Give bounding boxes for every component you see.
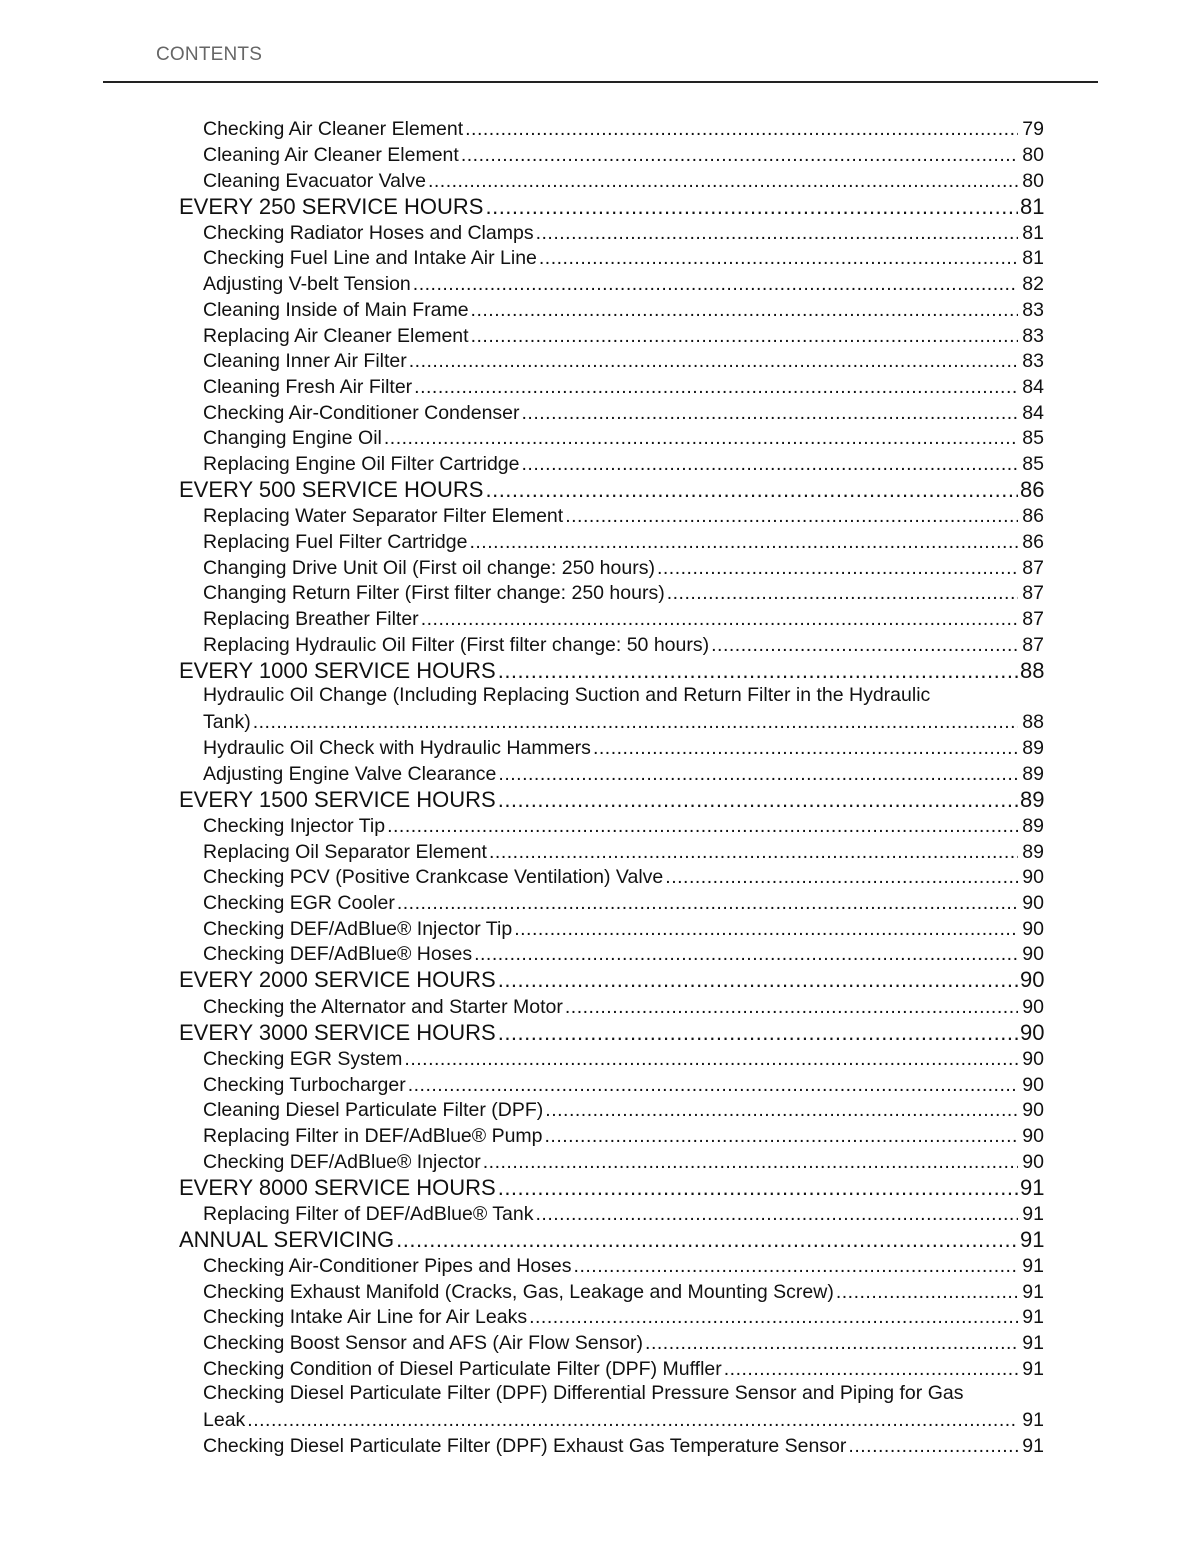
dot-leader [593, 739, 1018, 759]
dot-leader [485, 196, 1018, 218]
toc-subsection-entry[interactable] [0, 837, 1200, 863]
toc-entry-title: Replacing Breather Filter [203, 607, 419, 630]
toc-entry-page-number: 91 [1022, 1409, 1044, 1432]
toc-entry-title: Checking Exhaust Manifold (Cracks, Gas, Leakage and Mounting Screw) [203, 1280, 834, 1303]
toc-entry-title: Changing Engine Oil [203, 427, 382, 450]
toc-entry-page-number: 82 [1022, 273, 1044, 296]
toc-entry-page-number: 81 [1022, 221, 1044, 244]
dot-leader [396, 1229, 1018, 1251]
toc-entry-page-number: 87 [1022, 556, 1044, 579]
toc-subsection-entry[interactable] [0, 914, 1200, 940]
page-header-label: CONTENTS [156, 44, 263, 65]
toc-entry-title: EVERY 3000 SERVICE HOURS [179, 1019, 496, 1045]
toc-entry-page-number: 90 [1022, 995, 1044, 1018]
toc-subsection-entry[interactable] [0, 1251, 1200, 1277]
toc-entry-page-number: 90 [1022, 866, 1044, 889]
toc-entry-title: Replacing Hydraulic Oil Filter (First filter change: 50 hours) [203, 633, 710, 656]
toc-entry-page-number: 89 [1022, 737, 1044, 760]
toc-section-entry[interactable] [0, 1017, 1200, 1044]
toc-entry-page-number: 91 [1020, 1226, 1045, 1252]
dot-leader [536, 224, 1018, 244]
toc-entry-title: Checking Condition of Diesel Particulate Filter (DPF) Muffler [203, 1357, 722, 1380]
toc-entry-page-number: 90 [1022, 917, 1044, 940]
toc-section-entry[interactable] [0, 1172, 1200, 1199]
toc-entry-title: Cleaning Evacuator Valve [203, 169, 426, 192]
toc-subsection-entry[interactable] [0, 1302, 1200, 1328]
toc-subsection-entry[interactable] [0, 114, 1200, 140]
toc-entry-title: Replacing Filter of DEF/AdBlue® Tank [203, 1202, 534, 1225]
toc-entry-page-number: 87 [1022, 582, 1044, 605]
toc-entry-page-number: 88 [1022, 711, 1044, 734]
toc-entry-page-number: 90 [1022, 1099, 1044, 1122]
toc-entry-page-number: 80 [1022, 169, 1044, 192]
toc-subsection-entry[interactable] [0, 449, 1200, 475]
dot-leader [836, 1283, 1018, 1303]
toc-subsection-entry[interactable] [0, 295, 1200, 321]
toc-entry-page-number: 87 [1022, 633, 1044, 656]
toc-entry-page-number: 89 [1022, 840, 1044, 863]
toc-entry-title: Leak [203, 1409, 246, 1432]
toc-subsection-entry[interactable] [0, 140, 1200, 166]
toc-entry-page-number: 84 [1022, 375, 1044, 398]
toc-entry-title: Hydraulic Oil Check with Hydraulic Hammers [203, 737, 591, 760]
toc-subsection-entry[interactable] [0, 862, 1200, 888]
dot-leader [397, 894, 1018, 914]
toc-section-entry[interactable] [0, 191, 1200, 218]
toc-subsection-entry[interactable] [0, 372, 1200, 398]
toc-entry-title: Checking Air-Conditioner Condenser [203, 401, 520, 424]
toc-entry-title: Adjusting V-belt Tension [203, 273, 411, 296]
toc-entry-page-number: 86 [1022, 505, 1044, 528]
toc-subsection-entry[interactable] [0, 423, 1200, 449]
toc-entry-page-number: 90 [1022, 1047, 1044, 1070]
dot-leader [247, 1411, 1018, 1431]
toc-entry-title-line1: Hydraulic Oil Change (Including Replacing Suction and Return Filter in the Hydraulic [203, 684, 931, 707]
toc-entry-title: EVERY 1500 SERVICE HOURS [179, 786, 496, 812]
toc-entry-title: Replacing Water Separator Filter Element [203, 505, 564, 528]
dot-leader [545, 1101, 1018, 1121]
toc-entry-title: Cleaning Inner Air Filter [203, 350, 407, 373]
table-of-contents [0, 114, 1200, 1456]
dot-leader [404, 1050, 1018, 1070]
toc-entry-title: Checking Intake Air Line for Air Leaks [203, 1306, 528, 1329]
toc-entry-title: EVERY 500 SERVICE HOURS [179, 476, 484, 502]
toc-subsection-entry[interactable] [0, 346, 1200, 372]
dot-leader [565, 507, 1018, 527]
toc-subsection-entry[interactable] [0, 939, 1200, 965]
toc-subsection-entry[interactable] [0, 165, 1200, 191]
toc-entry-page-number: 90 [1020, 1019, 1045, 1045]
toc-subsection-entry[interactable] [0, 397, 1200, 423]
toc-subsection-entry[interactable] [0, 1121, 1200, 1147]
dot-leader [565, 998, 1018, 1018]
dot-leader [667, 584, 1018, 604]
dot-leader [711, 636, 1018, 656]
dot-leader [498, 1022, 1018, 1044]
dot-leader [413, 275, 1018, 295]
toc-entry-title: Replacing Filter in DEF/AdBlue® Pump [203, 1124, 543, 1147]
toc-entry-title: Changing Drive Unit Oil (First oil change: 250 hours) [203, 556, 655, 579]
toc-section-entry[interactable] [0, 655, 1200, 682]
toc-entry-page-number: 83 [1022, 350, 1044, 373]
toc-subsection-entry[interactable] [0, 243, 1200, 269]
toc-entry-page-number: 89 [1020, 786, 1045, 812]
dot-leader [536, 1205, 1019, 1225]
toc-entry-page-number: 91 [1022, 1202, 1044, 1225]
toc-entry-page-number: 90 [1022, 892, 1044, 915]
toc-entry-page-number: 89 [1022, 762, 1044, 785]
toc-subsection-entry[interactable] [0, 501, 1200, 527]
dot-leader [483, 1153, 1018, 1173]
dot-leader [428, 172, 1018, 192]
dot-leader [498, 765, 1018, 785]
toc-subsection-entry[interactable] [0, 991, 1200, 1017]
toc-entry-title: Cleaning Diesel Particulate Filter (DPF) [203, 1099, 544, 1122]
toc-entry-page-number: 87 [1022, 607, 1044, 630]
toc-subsection-entry[interactable] [0, 604, 1200, 630]
dot-leader [545, 1127, 1018, 1147]
toc-entry-page-number: 90 [1020, 967, 1045, 993]
toc-subsection-entry[interactable] [0, 1069, 1200, 1095]
toc-entry-page-number: 91 [1022, 1357, 1044, 1380]
dot-leader [408, 1076, 1018, 1096]
toc-entry-page-number: 91 [1022, 1434, 1044, 1457]
toc-entry-title: Checking DEF/AdBlue® Injector Tip [203, 917, 513, 940]
toc-entry-title: Checking DEF/AdBlue® Injector [203, 1150, 481, 1173]
toc-entry-title: Checking Turbocharger [203, 1073, 406, 1096]
dot-leader [574, 1257, 1018, 1277]
toc-subsection-entry[interactable] [0, 733, 1200, 759]
toc-entry-page-number: 85 [1022, 427, 1044, 450]
toc-subsection-entry[interactable] [0, 811, 1200, 837]
toc-entry-title: Checking Radiator Hoses and Clamps [203, 221, 534, 244]
toc-subsection-entry[interactable] [0, 320, 1200, 346]
toc-entry-title: Replacing Air Cleaner Element [203, 324, 469, 347]
toc-subsection-entry[interactable] [0, 218, 1200, 244]
toc-entry-title: Checking the Alternator and Starter Motor [203, 995, 563, 1018]
toc-entry-title: EVERY 8000 SERVICE HOURS [179, 1174, 496, 1200]
toc-entry-title: Tank) [203, 711, 251, 734]
dot-leader [253, 713, 1018, 733]
toc-section-entry[interactable] [0, 1224, 1200, 1251]
toc-entry-title: Checking Boost Sensor and AFS (Air Flow Sensor) [203, 1332, 644, 1354]
toc-section-entry[interactable] [0, 965, 1200, 992]
toc-entry-page-number: 89 [1022, 815, 1044, 837]
toc-entry-page-number: 91 [1022, 1254, 1044, 1277]
toc-entry-title: Checking Air-Conditioner Pipes and Hoses [203, 1254, 572, 1277]
dot-leader [474, 945, 1018, 965]
toc-subsection-entry[interactable] [0, 269, 1200, 295]
toc-entry-title: Cleaning Fresh Air Filter [203, 375, 413, 398]
toc-entry-page-number: 90 [1022, 1150, 1044, 1173]
toc-entry-title: Replacing Oil Separator Element [203, 840, 487, 863]
dot-leader [461, 146, 1018, 166]
toc-entry-page-number: 86 [1022, 530, 1044, 553]
toc-subsection-entry[interactable] [0, 629, 1200, 655]
dot-leader [471, 327, 1018, 347]
dot-leader [498, 660, 1018, 682]
dot-leader [657, 559, 1018, 579]
toc-entry-page-number: 83 [1022, 324, 1044, 347]
toc-entry-title: Checking PCV (Positive Crankcase Ventilation) Valve [203, 866, 664, 889]
dot-leader [387, 817, 1018, 837]
toc-entry-title: Cleaning Inside of Main Frame [203, 298, 469, 321]
toc-entry-page-number: 91 [1020, 1174, 1045, 1200]
toc-subsection-entry[interactable] [0, 1199, 1200, 1225]
toc-entry-page-number: 84 [1022, 401, 1044, 424]
toc-entry-title: Checking Injector Tip [203, 815, 386, 837]
toc-entry-page-number: 90 [1022, 1124, 1044, 1147]
toc-entry-title: Replacing Fuel Filter Cartridge [203, 530, 468, 553]
dot-leader [409, 352, 1018, 372]
toc-entry-page-number: 79 [1022, 118, 1044, 141]
toc-subsection-entry[interactable] [0, 1146, 1200, 1172]
toc-entry-title: Checking Fuel Line and Intake Air Line [203, 247, 537, 270]
dot-leader [485, 479, 1018, 501]
dot-leader [522, 404, 1018, 424]
dot-leader [521, 455, 1018, 475]
toc-section-entry[interactable] [0, 784, 1200, 811]
toc-entry-title: Changing Return Filter (First filter change: 250 hours) [203, 582, 665, 605]
toc-entry-page-number: 90 [1022, 1073, 1044, 1096]
dot-leader [498, 789, 1018, 811]
toc-entry-title: Checking EGR System [203, 1047, 403, 1070]
toc-entry-title: ANNUAL SERVICING [179, 1226, 395, 1252]
dot-leader [645, 1334, 1018, 1354]
dot-leader [469, 533, 1018, 553]
toc-entry-page-number: 88 [1020, 657, 1045, 683]
toc-subsection-entry[interactable] [0, 1276, 1200, 1302]
dot-leader [514, 920, 1018, 940]
dot-leader [539, 249, 1018, 269]
toc-entry-title: Adjusting Engine Valve Clearance [203, 762, 497, 785]
toc-entry-title-line1: Checking Diesel Particulate Filter (DPF) Differential Pressure Sensor and Piping for Gas [203, 1381, 964, 1404]
toc-subsection-entry[interactable] [0, 1431, 1200, 1457]
toc-subsection-entry[interactable] [0, 1354, 1200, 1380]
toc-subsection-entry[interactable] [0, 527, 1200, 553]
dot-leader [724, 1360, 1018, 1380]
toc-entry-title: Checking DEF/AdBlue® Hoses [203, 943, 473, 966]
toc-subsection-entry[interactable] [0, 759, 1200, 785]
toc-subsection-entry[interactable] [0, 1328, 1200, 1354]
toc-entry-title: Checking EGR Cooler [203, 892, 395, 915]
dot-leader [529, 1308, 1018, 1328]
toc-entry-page-number: 80 [1022, 143, 1044, 166]
toc-subsection-entry[interactable] [0, 1379, 1200, 1430]
dot-leader [489, 843, 1018, 863]
toc-subsection-entry[interactable] [0, 1044, 1200, 1070]
toc-entry-page-number: 85 [1022, 452, 1044, 475]
toc-subsection-entry[interactable] [0, 552, 1200, 578]
toc-entry-page-number: 81 [1022, 247, 1044, 270]
toc-entry-page-number: 83 [1022, 298, 1044, 321]
dot-leader [465, 120, 1018, 140]
toc-entry-title: Checking Air Cleaner Element [203, 118, 464, 141]
toc-subsection-entry[interactable] [0, 578, 1200, 604]
dot-leader [421, 610, 1018, 630]
dot-leader [384, 429, 1018, 449]
header-divider [103, 81, 1098, 83]
toc-entry-title: Replacing Engine Oil Filter Cartridge [203, 452, 520, 475]
toc-entry-title: EVERY 1000 SERVICE HOURS [179, 657, 496, 683]
toc-entry-page-number: 81 [1020, 193, 1045, 219]
toc-entry-page-number: 86 [1020, 476, 1045, 502]
toc-entry-page-number: 90 [1022, 943, 1044, 966]
toc-entry-title: EVERY 2000 SERVICE HOURS [179, 967, 496, 993]
dot-leader [498, 969, 1018, 991]
dot-leader [665, 868, 1018, 888]
dot-leader [414, 378, 1018, 398]
toc-subsection-entry[interactable] [0, 888, 1200, 914]
toc-section-entry[interactable] [0, 474, 1200, 501]
toc-subsection-entry[interactable] [0, 682, 1200, 733]
dot-leader [471, 301, 1018, 321]
toc-entry-title: Cleaning Air Cleaner Element [203, 143, 459, 166]
toc-entry-page-number: 91 [1022, 1280, 1044, 1303]
toc-subsection-entry[interactable] [0, 1095, 1200, 1121]
toc-entry-title: EVERY 250 SERVICE HOURS [179, 193, 484, 219]
dot-leader [498, 1177, 1018, 1199]
toc-entry-page-number: 91 [1022, 1306, 1044, 1329]
toc-entry-page-number: 91 [1022, 1332, 1044, 1354]
dot-leader [848, 1437, 1018, 1457]
toc-entry-title: Checking Diesel Particulate Filter (DPF) Exhaust Gas Temperature Sensor [203, 1434, 847, 1457]
